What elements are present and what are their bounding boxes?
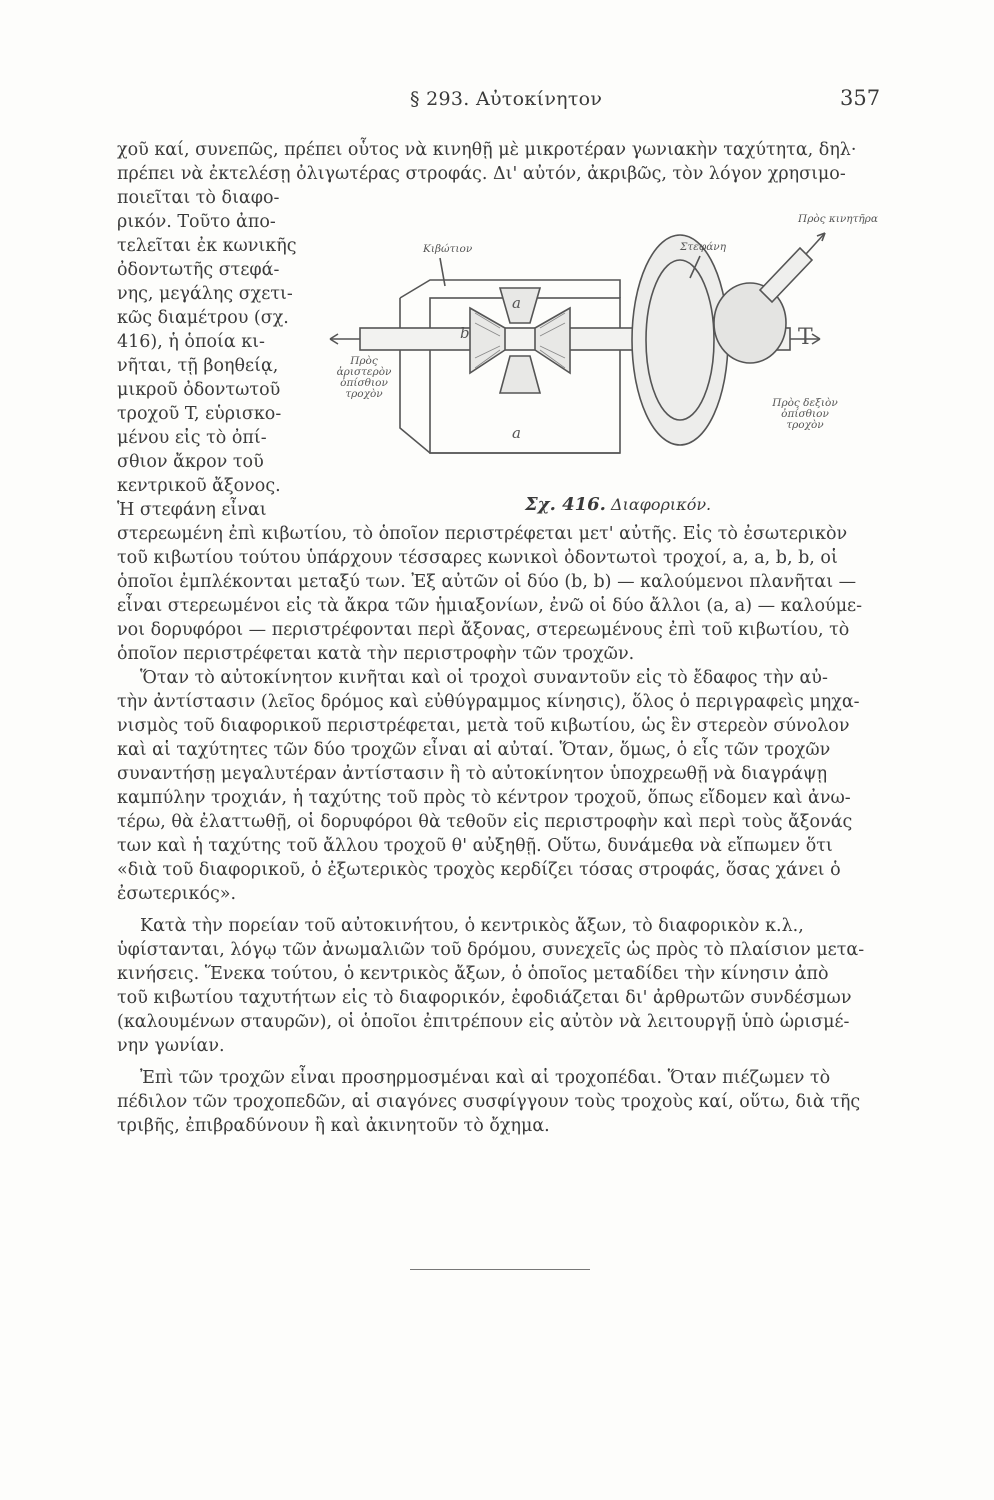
text-line: τὴν ἀντίστασιν (λεῖος δρόμος καὶ εὐθύγραμμος κίνησις), ὅλος ὁ περιγραφεὶς μηχα- [117, 692, 860, 712]
gear-b-label: b [460, 324, 470, 342]
gear-t-label: T [798, 325, 813, 350]
page-header [0, 86, 994, 116]
text-line: ὑφίστανται, λόγῳ τῶν ἀνωμαλιῶν τοῦ δρόμου, συνεχεῖς ὡς πρὸς τὸ πλαίσιον μετα- [117, 940, 865, 960]
label-left-wheel: Πρὸς ἀριστερὸν ὀπίσθιον τροχὸν [336, 355, 392, 400]
label-crown: Στεφάνη [680, 241, 726, 253]
text-line: (καλουμένων σταυρῶν), οἱ ὁποῖοι ἐπιτρέπουν εἰς αὐτὸν νὰ λειτουργῇ ὑπὸ ὡρισμέ- [117, 1012, 850, 1032]
figure-caption [525, 494, 711, 515]
gear-a-label: a [512, 424, 521, 442]
text-line: Ἡ στεφάνη εἶναι [117, 500, 267, 520]
text-line: τοῦ κιβωτίου ταχυτήτων εἰς τὸ διαφορικόν, ἐφοδιάζεται δι' ἀρθρωτῶν συνδέσμων [117, 988, 852, 1008]
differential-diagram [320, 228, 880, 528]
text-line: Ἐπὶ τῶν τροχῶν εἶναι προσηρμοσμέναι καὶ αἱ τροχοπέδαι. Ὅταν πιέζωμεν τὸ [140, 1068, 831, 1088]
text-line: τέρω, θὰ ἐλαττωθῇ, οἱ δορυφόροι θὰ τεθοῦν εἰς περιστροφὴν καὶ περὶ τοὺς ἄξονάς [117, 812, 853, 832]
gear-a-label: a [512, 294, 521, 312]
text-line: ὁποῖοι ἐμπλέκονται μεταξύ των. Ἐξ αὐτῶν οἱ δύο (b, b) — καλούμενοι πλανῆται — [117, 572, 857, 592]
text-line: τοῦ κιβωτίου τούτου ὑπάρχουν τέσσαρες κωνικοὶ ὀδοντωτοὶ τροχοί, a, a, b, b, οἱ [117, 548, 838, 568]
text-line: νισμὸς τοῦ διαφορικοῦ περιστρέφεται, μετὰ τοῦ κιβωτίου, ὡς ἓν στερεὸν σύνολον [117, 716, 850, 736]
label-right-wheel: Πρὸς δεξιὸν ὀπίσθιον τροχὸν [772, 397, 838, 431]
text-line: των καὶ ἡ ταχύτης τοῦ ἄλλου τροχοῦ θ' αὐξηθῇ. Οὕτω, δυνάμεθα νὰ εἴπωμεν ὅτι [117, 836, 833, 856]
text-line: στερεωμένη ἐπὶ κιβωτίου, τὸ ὁποῖον περιστρέφεται μετ' αὐτῆς. Εἰς τὸ ἐσωτερικὸν [117, 524, 848, 544]
text-line: Κατὰ τὴν πορείαν τοῦ αὐτοκινήτου, ὁ κεντρικὸς ἄξων, τὸ διαφορικὸν κ.λ., [140, 916, 804, 936]
text-line: νην γωνίαν. [117, 1036, 225, 1056]
text-line: τελεῖται ἐκ κωνικῆς [117, 236, 297, 256]
text-line: καμπύλην τροχιάν, ἡ ταχύτης τοῦ πρὸς τὸ κέντρον τροχοῦ, ὅπως εἴδομεν καὶ ἀνω- [117, 788, 851, 808]
text-line: σθιον ἄκρον τοῦ [117, 452, 264, 472]
text-line: «διὰ τοῦ διαφορικοῦ, ὁ ἐξωτερικὸς τροχὸς κερδίζει τόσας στροφάς, ὅσας χάνει ὁ [117, 860, 841, 880]
text-line: ποιεῖται τὸ διαφο- [117, 188, 280, 208]
text-line: πρέπει νὰ ἐκτελέσῃ ὀλιγωτέρας στροφάς. Δι' αὐτόν, ἀκριβῶς, τὸν λόγον χρησιμο- [117, 164, 846, 184]
caption-text: Διαφορικόν. [611, 495, 712, 514]
text-line: Ὅταν τὸ αὐτοκίνητον κινῆται καὶ οἱ τροχοὶ συναντοῦν εἰς τὸ ἔδαφος τὴν αὐ- [140, 668, 828, 688]
page-number: 357 [840, 86, 881, 110]
text-line: νης, μεγάλης σχετι- [117, 284, 293, 304]
text-line: ρικόν. Τοῦτο ἀπο- [117, 212, 276, 232]
label-engine: Πρὸς κινητῆρα [798, 213, 878, 225]
caption-number: Σχ. 416. [525, 494, 606, 515]
section-title: § 293. Αὐτοκίνητον [410, 88, 603, 110]
differential-figure [320, 213, 880, 528]
text-line: νοι δορυφόροι — περιστρέφονται περὶ ἄξονας, στερεωμένους ἐπὶ τοῦ κιβωτίου, τὸ [117, 620, 850, 640]
text-line: ὀδοντωτῆς στεφά- [117, 260, 280, 280]
text-line: κεντρικοῦ ἄξονος. [117, 476, 281, 496]
text-line: ὁποῖον περιστρέφεται κατὰ τὴν περιστροφὴν τῶν τροχῶν. [117, 644, 635, 664]
footnote-rule [410, 1269, 590, 1270]
text-line: νῆται, τῇ βοηθείᾳ, [117, 356, 279, 376]
text-line: τροχοῦ T, εὑρισκο- [117, 404, 282, 424]
text-line: πέδιλον τῶν τροχοπεδῶν, αἱ σιαγόνες συσφίγγουν τοὺς τροχοὺς καί, οὕτω, διὰ τῆς [117, 1092, 861, 1112]
text-line: καὶ αἱ ταχύτητες τῶν δύο τροχῶν εἶναι αἱ αὐταί. Ὅταν, ὅμως, ὁ εἷς τῶν τροχῶν [117, 740, 831, 760]
text-line: μικροῦ ὀδοντωτοῦ [117, 380, 281, 400]
text-line: συναντήσῃ μεγαλυτέραν ἀντίστασιν ἢ τὸ αὐτοκίνητον ὑποχρεωθῇ νὰ διαγράψῃ [117, 764, 828, 784]
text-line: κῶς διαμέτρου (σχ. [117, 308, 289, 328]
label-box: Κιβώτιον [423, 243, 473, 255]
text-line: μένου εἰς τὸ ὀπί- [117, 428, 267, 448]
text-line: 416), ἡ ὁποία κι- [117, 332, 265, 352]
text-line: ἐσωτερικός». [117, 884, 237, 904]
text-line: τριβῆς, ἐπιβραδύνουν ἢ καὶ ἀκινητοῦν τὸ ὄχημα. [117, 1116, 550, 1136]
text-line: κινήσεις. Ἕνεκα τούτου, ὁ κεντρικὸς ἄξων, ὁ ὁποῖος μεταδίδει τὴν κίνησιν ἀπὸ [117, 964, 829, 984]
text-line: χοῦ καί, συνεπῶς, πρέπει οὗτος νὰ κινηθῇ μὲ μικροτέραν γωνιακὴν ταχύτητα, δηλ· [117, 140, 857, 160]
text-line: εἶναι στερεωμένοι εἰς τὰ ἄκρα τῶν ἡμιαξονίων, ἐνῶ οἱ δύο ἄλλοι (a, a) — καλούμε- [117, 596, 863, 616]
